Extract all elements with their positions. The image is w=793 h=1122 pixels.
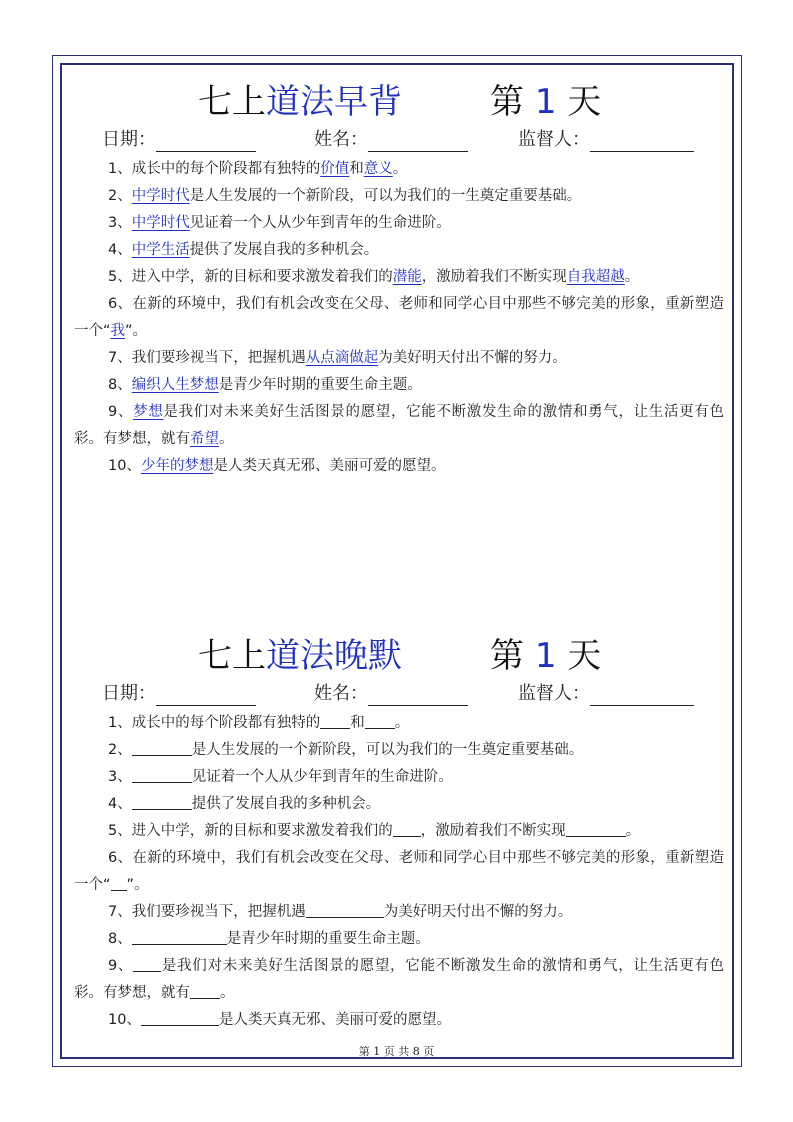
item-text: 为美好明天付出不懈的努力。 <box>383 904 573 920</box>
morning-title <box>198 78 402 126</box>
keyword: 潜能 <box>392 269 422 285</box>
morning-name-line[interactable] <box>368 131 468 152</box>
evening-title <box>198 632 402 680</box>
item-text: ”。 <box>126 877 149 893</box>
item-text: 1、成长中的每个阶段都有独特的 <box>108 715 321 731</box>
morning-items <box>74 156 724 480</box>
item-text: 8、 <box>108 377 132 393</box>
keyword: 意义 <box>363 161 393 177</box>
list-item <box>74 183 724 210</box>
item-text: 是我们对未来美好生活图景的愿望，它能不断激发生命的激情和勇气，让生活更有色彩。有梦想，就有 <box>74 404 725 447</box>
answer-blank[interactable] <box>566 820 626 837</box>
item-text: 7、我们要珍视当下，把握机遇 <box>108 904 306 920</box>
item-text: 3、 <box>108 769 132 785</box>
list-item <box>74 345 724 372</box>
answer-blank[interactable] <box>132 793 192 810</box>
item-text: 8、 <box>108 931 132 947</box>
item-text: 5、进入中学，新的目标和要求激发着我们的 <box>108 269 393 285</box>
evening-meta-row <box>74 680 724 710</box>
answer-blank[interactable] <box>141 1009 219 1026</box>
morning-title-row <box>74 78 724 126</box>
evening-name-label: 姓名： <box>314 683 368 704</box>
keyword: 价值 <box>320 161 350 177</box>
item-text: 。 <box>625 823 641 839</box>
item-text: 5、进入中学，新的目标和要求激发着我们的 <box>108 823 393 839</box>
evening-supervisor-line[interactable] <box>590 685 694 706</box>
morning-title-prefix: 七上 <box>198 82 266 122</box>
evening-day-suffix: 天 <box>567 636 602 676</box>
evening-supervisor-field[interactable] <box>518 682 694 706</box>
list-item <box>74 845 724 899</box>
morning-meta-row <box>74 126 724 156</box>
evening-day-title <box>490 632 601 680</box>
keyword: 中学时代 <box>131 188 190 204</box>
item-text: 是青少年时期的重要生命主题。 <box>226 931 430 947</box>
keyword: 梦想 <box>133 404 164 420</box>
item-text: 。 <box>392 161 408 177</box>
morning-day-suffix: 天 <box>567 82 602 122</box>
evening-day-number: 1 <box>534 636 557 676</box>
answer-blank[interactable] <box>133 955 161 972</box>
item-text: 6、在新的环境中，我们有机会改变在父母、老师和同学心目中那些不够完美的形象，重新塑造一个“ <box>74 850 724 893</box>
evening-date-label: 日期： <box>102 683 156 704</box>
item-text: 是我们对未来美好生活图景的愿望，它能不断激发生命的激情和勇气，让生活更有色彩。有梦想，就有 <box>74 958 724 1001</box>
evening-name-line[interactable] <box>368 685 468 706</box>
item-text: 。 <box>624 269 640 285</box>
list-item <box>74 926 724 953</box>
list-item <box>74 453 724 480</box>
morning-name-label: 姓名： <box>314 129 368 150</box>
item-text: ”。 <box>125 323 148 339</box>
list-item <box>74 764 724 791</box>
item-text: 。 <box>220 985 235 1001</box>
list-item <box>74 818 724 845</box>
morning-supervisor-field[interactable] <box>518 128 694 152</box>
evening-day-prefix: 第 <box>490 636 524 676</box>
item-text: 提供了发展自我的多种机会。 <box>189 242 379 258</box>
answer-blank[interactable] <box>365 712 395 729</box>
morning-day-number: 1 <box>534 82 557 122</box>
keyword: 编织人生梦想 <box>131 377 219 393</box>
item-text: 7、我们要珍视当下，把握机遇 <box>108 350 306 366</box>
evening-date-line[interactable] <box>156 685 256 706</box>
morning-date-label: 日期： <box>102 129 156 150</box>
morning-name-field[interactable] <box>314 128 468 152</box>
keyword: 我 <box>110 323 126 339</box>
item-text: 是人类天真无邪、美丽可爱的愿望。 <box>218 1012 451 1028</box>
answer-blank[interactable] <box>132 928 227 945</box>
list-item <box>74 710 724 737</box>
keyword: 从点滴做起 <box>305 350 379 366</box>
item-text: 见证着一个人从少年到青年的生命进阶。 <box>189 215 451 231</box>
evening-name-field[interactable] <box>314 682 468 706</box>
list-item <box>74 953 724 1007</box>
list-item <box>74 237 724 264</box>
morning-section <box>74 78 724 480</box>
evening-date-field[interactable] <box>102 682 256 706</box>
list-item <box>74 791 724 818</box>
morning-title-colored: 道法早背 <box>266 82 402 122</box>
answer-blank[interactable] <box>132 766 192 783</box>
list-item <box>74 372 724 399</box>
item-text: 9、 <box>108 404 134 420</box>
item-text: ，激励着我们不断实现 <box>421 269 567 285</box>
item-text: 是青少年时期的重要生命主题。 <box>218 377 422 393</box>
keyword: 中学生活 <box>131 242 190 258</box>
item-text: 3、 <box>108 215 132 231</box>
item-text: 1、成长中的每个阶段都有独特的 <box>108 161 321 177</box>
evening-section <box>74 632 724 1034</box>
page-footer: 第 1 页 共 8 页 <box>358 1045 435 1058</box>
answer-blank[interactable] <box>393 820 421 837</box>
item-text: 2、 <box>108 742 132 758</box>
list-item <box>74 399 724 453</box>
item-text: 。 <box>394 715 410 731</box>
item-text: 是人类天真无邪、美丽可爱的愿望。 <box>213 458 446 474</box>
keyword: 自我超越 <box>566 269 625 285</box>
list-item <box>74 156 724 183</box>
morning-day-prefix: 第 <box>490 82 524 122</box>
answer-blank[interactable] <box>190 982 220 999</box>
list-item <box>74 899 724 926</box>
item-text: 和 <box>350 715 365 731</box>
list-item <box>74 210 724 237</box>
evening-title-colored: 道法晚默 <box>266 636 402 676</box>
list-item <box>74 291 724 345</box>
item-text: 。 <box>219 431 234 447</box>
item-text: 是人生发展的一个新阶段，可以为我们的一生奠定重要基础。 <box>191 742 584 758</box>
answer-blank[interactable] <box>320 712 350 729</box>
item-text: 2、 <box>108 188 132 204</box>
item-text: 10、 <box>108 458 141 474</box>
answer-blank[interactable] <box>132 739 192 756</box>
answer-blank[interactable] <box>111 874 127 891</box>
list-item <box>74 264 724 291</box>
list-item <box>74 737 724 764</box>
item-text: 提供了发展自我的多种机会。 <box>191 796 381 812</box>
morning-supervisor-label: 监督人： <box>518 129 590 150</box>
item-text: 为美好明天付出不懈的努力。 <box>378 350 567 366</box>
item-text: 4、 <box>108 796 132 812</box>
keyword: 少年的梦想 <box>140 458 214 474</box>
answer-blank[interactable] <box>306 901 384 918</box>
evening-title-row <box>74 632 724 680</box>
item-text: 9、 <box>108 958 134 974</box>
evening-title-prefix: 七上 <box>198 636 266 676</box>
item-text: 和 <box>349 161 364 177</box>
item-text: 4、 <box>108 242 132 258</box>
list-item <box>74 1007 724 1034</box>
item-text: ，激励着我们不断实现 <box>420 823 566 839</box>
morning-day-title <box>490 78 601 126</box>
keyword: 希望 <box>190 431 219 447</box>
evening-supervisor-label: 监督人： <box>518 683 590 704</box>
item-text: 是人生发展的一个新阶段，可以为我们的一生奠定重要基础。 <box>189 188 582 204</box>
evening-items <box>74 710 724 1034</box>
keyword: 中学时代 <box>131 215 190 231</box>
item-text: 见证着一个人从少年到青年的生命进阶。 <box>191 769 453 785</box>
morning-supervisor-line[interactable] <box>590 131 694 152</box>
item-text: 10、 <box>108 1012 141 1028</box>
item-text: 6、在新的环境中，我们有机会改变在父母、老师和同学心目中那些不够完美的形象，重新塑造一个“ <box>74 296 724 339</box>
morning-date-field[interactable] <box>102 128 256 152</box>
morning-date-line[interactable] <box>156 131 256 152</box>
